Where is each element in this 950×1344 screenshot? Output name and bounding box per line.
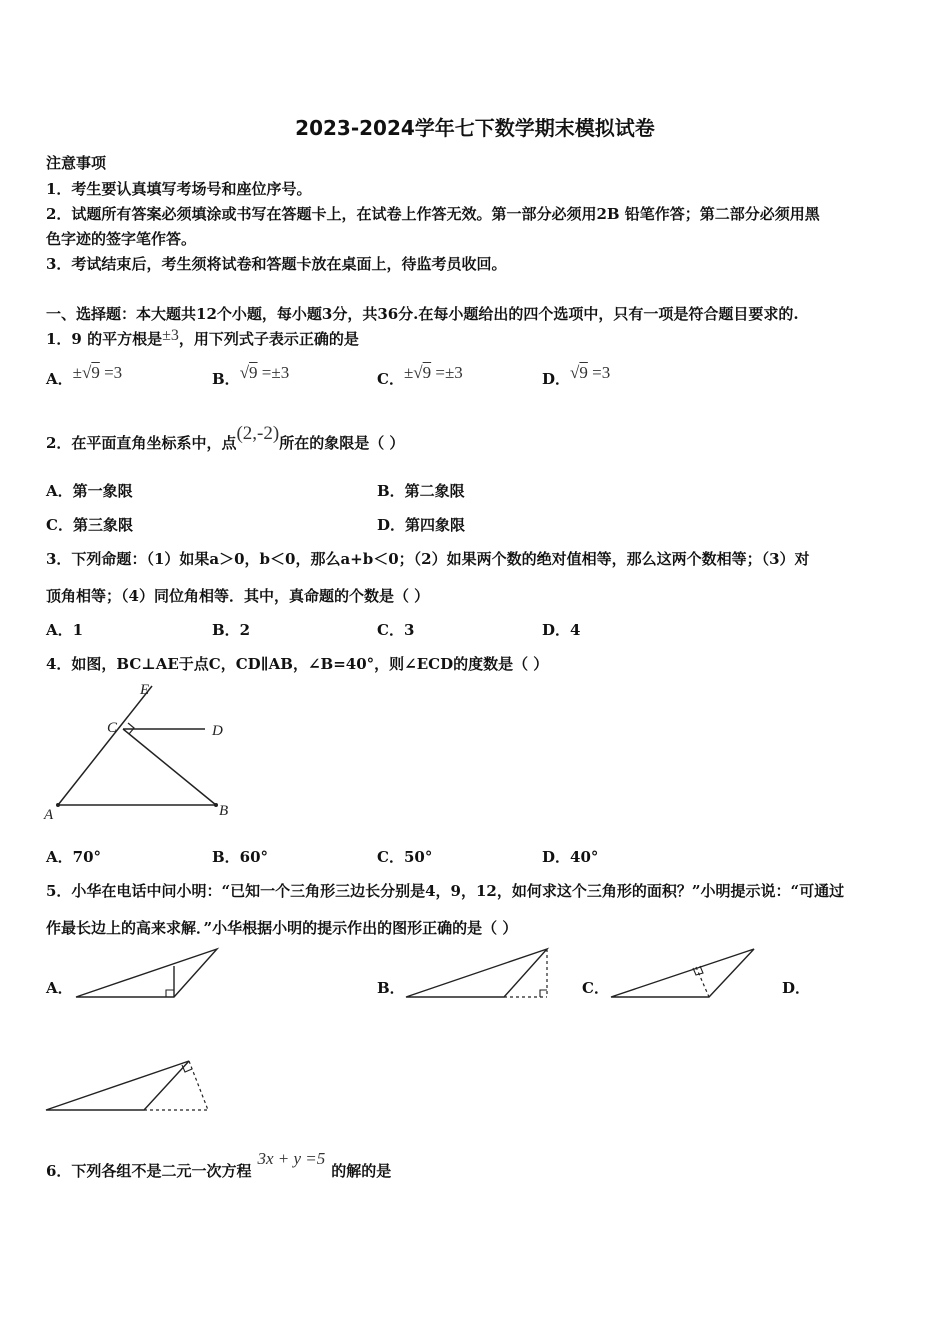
- question-4-figure: [40, 678, 240, 828]
- question-6-text-b: 的解的是: [331, 1162, 392, 1180]
- question-1-math: ±3: [162, 327, 179, 344]
- notice-item-2-cont: 色字迹的签字笔作答。: [46, 230, 197, 248]
- label-d: D: [212, 723, 223, 739]
- question-2-text-a: 2．在平面直角坐标系中，点: [46, 434, 237, 452]
- notice-heading: 注意事项: [46, 154, 107, 172]
- question-5-figure-c[interactable]: [609, 946, 759, 1002]
- option-math: ±√9 =3: [72, 363, 123, 382]
- question-5-option-b-label[interactable]: B．: [377, 979, 405, 997]
- question-6-text-a: 6．下列各组不是二元一次方程: [46, 1162, 252, 1180]
- question-4-option-a[interactable]: A．70°: [46, 848, 102, 866]
- notice-item-2: 2．试题所有答案必须填涂或书写在答题卡上，在试卷上作答无效。第一部分必须用2B 铅笔作答；第二部分必须用黑: [46, 205, 820, 223]
- question-2-option-d[interactable]: D．第四象限: [377, 516, 466, 534]
- option-label: A．: [46, 370, 73, 388]
- question-4-option-c[interactable]: C．50°: [377, 848, 433, 866]
- question-1-stem: [46, 328, 359, 349]
- label-a: A: [44, 807, 54, 823]
- option-math: ±√9 =±3: [403, 363, 463, 382]
- question-1-text-a: 1．9 的平方根是: [46, 330, 163, 348]
- question-5-line-2: 作最长边上的高来求解．”小华根据小明的提示作出的图形正确的是（ ）: [46, 919, 518, 937]
- question-5-option-d-label[interactable]: D．: [782, 979, 811, 997]
- question-5-option-c-label[interactable]: C．: [582, 979, 609, 997]
- question-5-figure-b[interactable]: [404, 946, 556, 1002]
- notice-item-3: 3．考试结束后，考生须将试卷和答题卡放在桌面上，待监考员收回。: [46, 255, 507, 273]
- question-4-option-d[interactable]: D．40°: [542, 848, 599, 866]
- question-2-math: (2,-2): [236, 423, 280, 444]
- question-4-stem: 4．如图，BC⊥AE于点C，CD∥AB，∠B=40°，则∠ECD的度数是（ ）: [46, 655, 549, 673]
- question-6-math: 3x + y =5: [257, 1149, 326, 1168]
- question-3-option-d[interactable]: D．4: [542, 621, 581, 639]
- question-5-option-a-label[interactable]: A．: [46, 979, 73, 997]
- question-3-line-2: 顶角相等；（4）同位角相等．其中，真命题的个数是（ ）: [46, 587, 430, 605]
- option-label: C．: [377, 370, 404, 388]
- question-5-figure-d[interactable]: [44, 1056, 214, 1118]
- option-label: B．: [212, 370, 240, 388]
- label-e: E: [140, 682, 150, 698]
- question-2-stem: [46, 423, 405, 454]
- question-2-text-b: 所在的象限是（ ）: [279, 434, 405, 452]
- question-2-option-b[interactable]: B．第二象限: [377, 482, 465, 500]
- option-math: √9 =±3: [239, 363, 290, 382]
- question-1-option-d[interactable]: [542, 363, 611, 389]
- question-1-option-b[interactable]: [212, 363, 290, 389]
- section-header: 一、选择题：本大题共12个小题，每小题3分，共36分.在每小题给出的四个选项中，只有一项是符合题目要求的.: [46, 305, 799, 323]
- question-1-option-a[interactable]: [46, 363, 123, 389]
- question-3-option-c[interactable]: C．3: [377, 621, 415, 639]
- option-label: D．: [542, 370, 571, 388]
- notice-item-1: 1．考生要认真填写考场号和座位序号。: [46, 180, 312, 198]
- question-3-option-a[interactable]: A．1: [46, 621, 84, 639]
- question-2-option-c[interactable]: C．第三象限: [46, 516, 133, 534]
- question-3-option-b[interactable]: B．2: [212, 621, 251, 639]
- question-6-stem: [46, 1149, 392, 1181]
- page-title: 2023-2024学年七下数学期末模拟试卷: [295, 116, 655, 140]
- label-b: B: [219, 803, 229, 819]
- label-c: C: [107, 720, 118, 736]
- question-2-option-a[interactable]: A．第一象限: [46, 482, 133, 500]
- question-5-line-1: 5．小华在电话中问小明：“已知一个三角形三边长分别是4，9，12，如何求这个三角形的面积？”小明提示说：“可通过: [46, 882, 845, 900]
- option-math: √9 =3: [570, 363, 611, 382]
- question-3-line-1: 3．下列命题：（1）如果a＞0，b＜0，那么a+b＜0；（2）如果两个数的绝对值相等，那么这两个数相等；（3）对: [46, 550, 810, 568]
- question-1-text-b: ，用下列式子表示正确的是: [178, 330, 359, 348]
- question-5-figure-a[interactable]: [74, 946, 222, 1002]
- question-4-option-b[interactable]: B．60°: [212, 848, 269, 866]
- question-1-option-c[interactable]: [377, 363, 463, 389]
